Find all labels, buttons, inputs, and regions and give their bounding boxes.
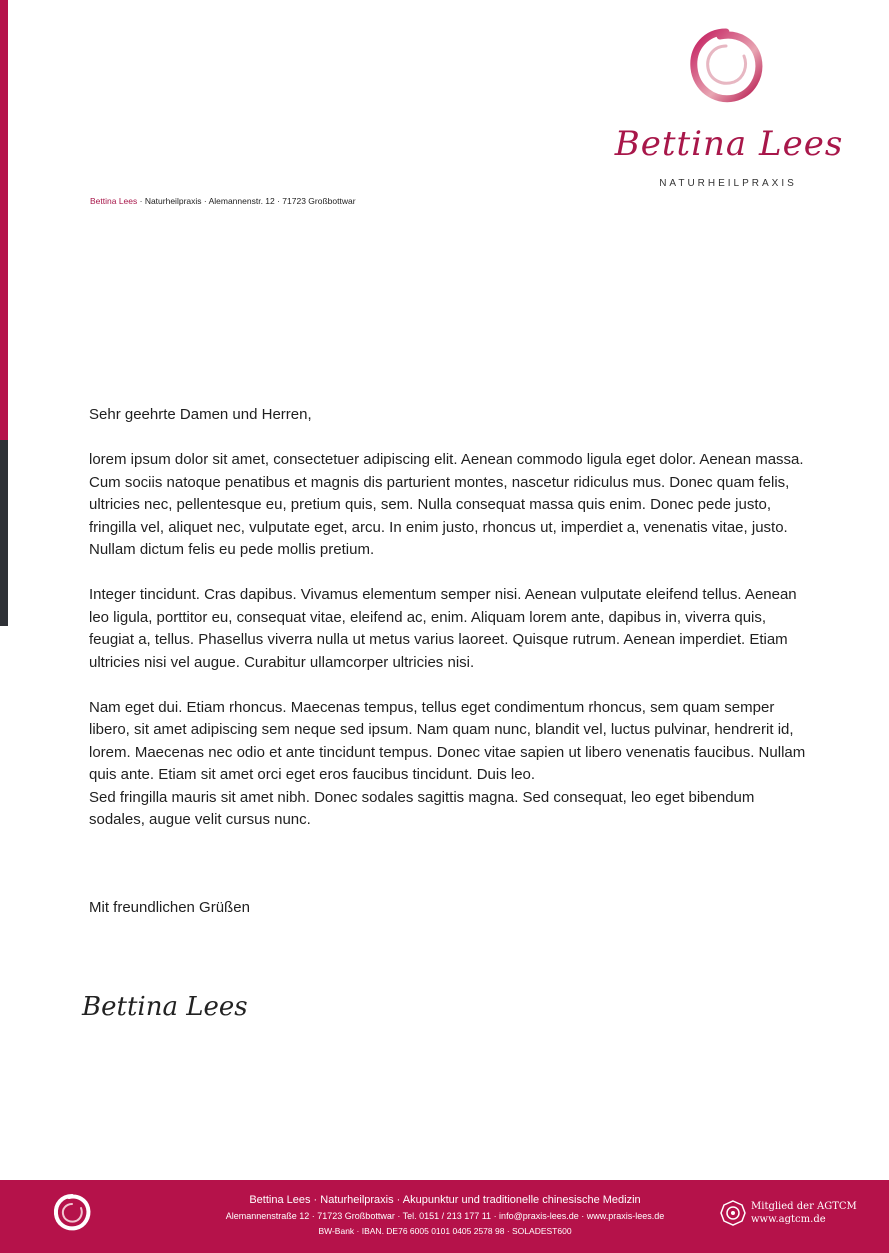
return-address [90,196,356,206]
footer [0,1180,889,1253]
signature: Bettina Lees [82,992,248,1022]
enso-ring-icon [686,26,766,106]
return-address-name: Bettina Lees [90,196,138,206]
agtcm-badge-icon [720,1200,746,1226]
paragraph-1: lorem ipsum dolor sit amet, consectetuer adipiscing elit. Aenean commodo ligula eget dolor. Aenean massa. Cum sociis natoque penatibus et magnis dis parturient montes, nascetur ridiculus mus. Donec quam felis, ultricies nec, pellentesque eu, pretium quis, sem. Nulla consequat massa quis enim. Donec pede justo, fringilla vel, aliquet nec, vulputate eget, arcu. In enim justo, rhoncus ut, imperdiet a, venenatis vitae, justo. Nullam dictum felis eu pede mollis pretium. [89,451,804,558]
footer-line-2: Alemannenstraße 12 · 71723 Großbottwar · Tel. 0151 / 213 177 11 · info@praxis-lees.de · www.praxis-lees.de [225,1211,665,1221]
letter-body [89,404,809,832]
agtcm-url: www.agtcm.de [751,1214,826,1225]
agtcm-text [751,1200,857,1226]
footer-line-1: Bettina Lees · Naturheilpraxis · Akupunktur und traditionelle chinesische Medizin [249,1194,641,1206]
footer-enso-icon [52,1192,92,1232]
return-address-details: · Naturheilpraxis · Alemannenstr. 12 · 71723 Großbottwar [137,196,356,206]
paragraph-3: Nam eget dui. Etiam rhoncus. Maecenas tempus, tellus eget condimentum rhoncus, sem quam semper libero, sit amet adipiscing sem neque sed ipsum. Nam quam nunc, blandit vel, luctus pulvinar, hendrerit id, lorem. Maecenas nec odio et ante tincidunt tempus. Donec vitae sapien ut libero venenatis faucibus. Nullam quis ante. Etiam sit amet orci eget eros faucibus tincidunt. Duis leo. [89,698,806,783]
side-accent-bar-dark [0,440,8,626]
footer-line-3: BW-Bank · IBAN. DE76 6005 0101 0405 2578 98 · SOLADEST600 [318,1226,572,1236]
side-accent-bar-red [0,0,8,440]
paragraph-2: Integer tincidunt. Cras dapibus. Vivamus elementum semper nisi. Aenean vulputate eleifend tellus. Aenean leo ligula, porttitor eu, consequat vitae, eleifend ac, enim. Aliquam lorem ante, dapibus in, viverra quis, feugiat a, tellus. Phasellus viverra nulla ut metus varius laoreet. Quisque rutrum. Aenean imperdiet. Etiam ultricies nisi vel augue. Curabitur ullamcorper ultricies nisi. [89,586,797,671]
paragraph-4: Sed fringilla mauris sit amet nibh. Donec sodales sagittis magna. Sed consequat, leo eget bibendum sodales, augue velit cursus nunc. [89,788,755,828]
logo-wordmark: Bettina Lees [614,124,844,164]
logo-subtitle: NATURHEILPRAXIS [659,178,797,189]
salutation: Sehr geehrte Damen und Herren, [89,406,312,423]
brand-logo [598,24,860,189]
agtcm-membership [720,1198,870,1234]
footer-contact [200,1192,690,1239]
agtcm-label: Mitglied der AGTCM [751,1201,857,1212]
closing: Mit freundlichen Grüßen [89,899,250,916]
